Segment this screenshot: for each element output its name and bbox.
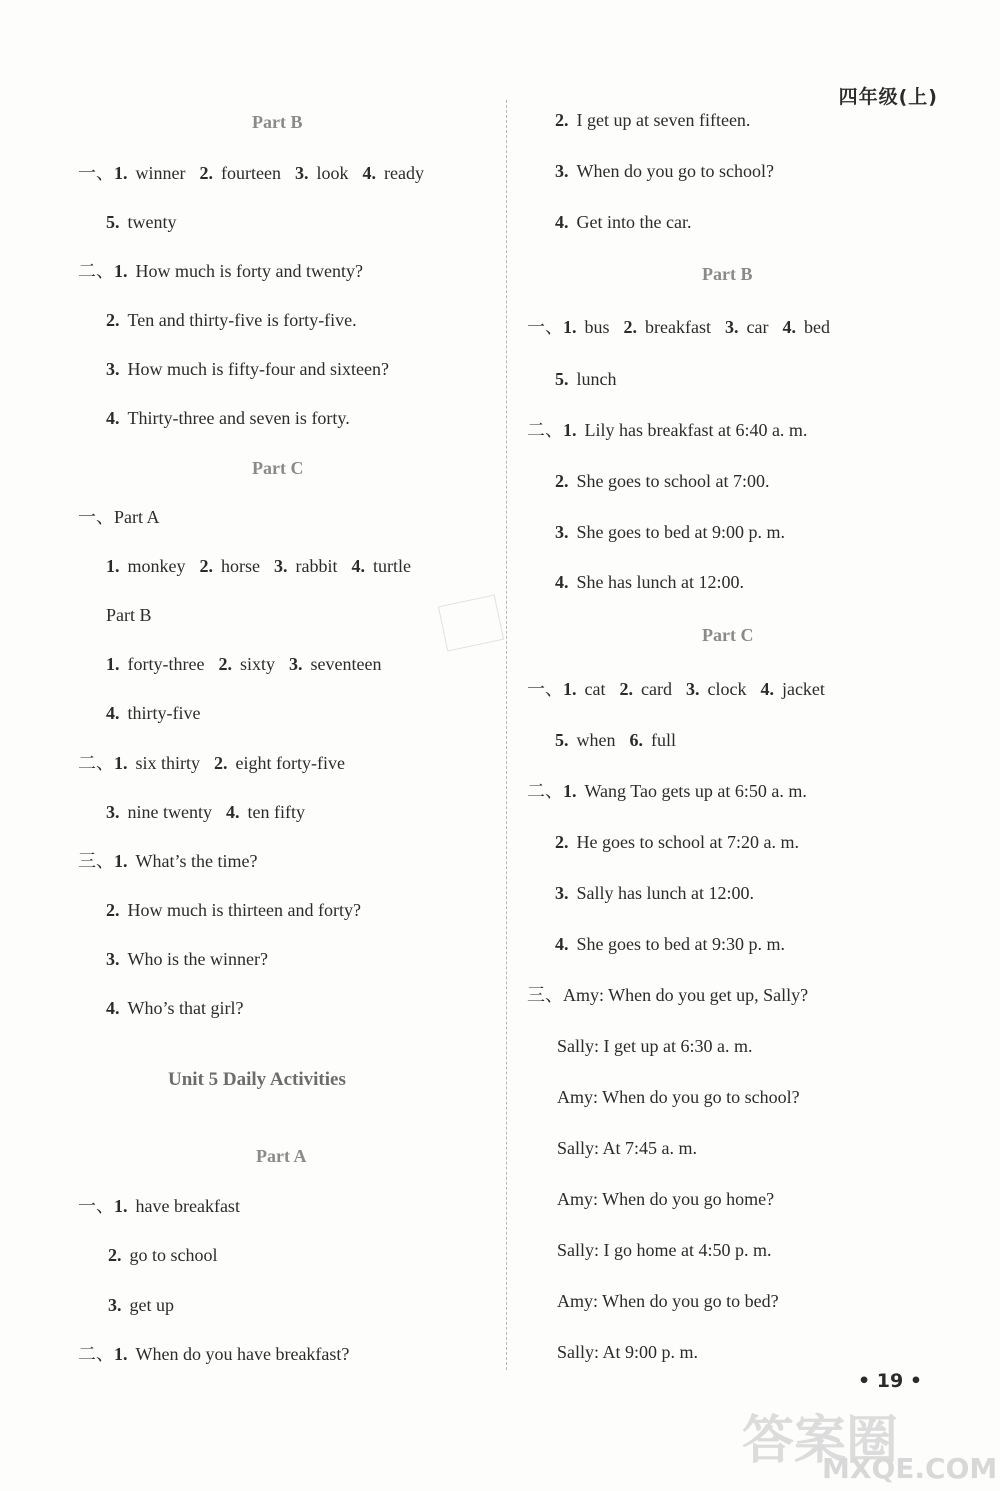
item-number: 2.	[555, 832, 569, 852]
grade-label: 四年级(上)	[838, 86, 938, 108]
answer-line	[527, 780, 807, 802]
item-answer: She goes to school at 7:00.	[576, 471, 770, 491]
answer-line	[527, 984, 808, 1006]
answer-line	[106, 407, 350, 429]
section-marker: 二、	[527, 781, 563, 801]
item-number: 4.	[760, 679, 774, 699]
answer-line	[527, 678, 825, 700]
answer-line	[108, 1244, 218, 1266]
item-number: 6.	[629, 730, 643, 750]
watermark-brand: 答案圈	[742, 1411, 899, 1471]
item-number: 3.	[274, 556, 288, 576]
item-number: 1.	[563, 317, 577, 337]
answer-text: Amy: When do you go to school?	[557, 1087, 800, 1107]
item-number: 2.	[555, 471, 569, 491]
item-answer: ten fifty	[247, 802, 305, 822]
item-answer: twenty	[127, 212, 177, 232]
item-answer: thirty-five	[127, 703, 201, 723]
item-number: 1.	[563, 420, 577, 440]
stamp-mark	[438, 594, 504, 651]
item-answer: bus	[584, 317, 610, 337]
answer-line	[78, 506, 160, 528]
answer-text: Sally: At 7:45 a. m.	[557, 1138, 698, 1158]
item-number: 2.	[106, 310, 120, 330]
section-marker: 二、	[78, 261, 114, 281]
answer-line	[106, 801, 305, 823]
item-number: 4.	[351, 556, 365, 576]
section-heading: Part A	[256, 1146, 307, 1166]
item-number: 4.	[362, 163, 376, 183]
answer-line	[78, 260, 363, 282]
item-number: 3.	[555, 161, 569, 181]
item-number: 3.	[106, 359, 120, 379]
item-answer: She goes to bed at 9:30 p. m.	[576, 934, 785, 954]
answer-line	[555, 109, 750, 131]
item-number: 4.	[782, 317, 796, 337]
item-answer: jacket	[781, 679, 825, 699]
item-number: 2.	[199, 556, 213, 576]
item-number: 2.	[214, 753, 228, 773]
answer-text: Sally: I go home at 4:50 p. m.	[557, 1240, 772, 1260]
item-answer: cat	[584, 679, 606, 699]
item-number: 3.	[685, 679, 700, 699]
item-answer: When do you go to school?	[576, 161, 774, 181]
item-answer: seventeen	[310, 654, 382, 674]
answer-line	[555, 211, 691, 233]
item-answer: sixty	[239, 654, 275, 674]
answer-line	[106, 211, 177, 233]
item-number: 2.	[623, 317, 638, 337]
item-answer: Wang Tao gets up at 6:50 a. m.	[584, 781, 807, 801]
item-number: 1.	[563, 781, 577, 801]
answer-text: Part A	[114, 507, 160, 527]
answer-line	[557, 1035, 752, 1057]
answer-line	[555, 882, 754, 904]
item-number: 5.	[555, 730, 569, 750]
item-answer: She goes to bed at 9:00 p. m.	[576, 522, 785, 542]
item-answer: I get up at seven fifteen.	[576, 110, 751, 130]
answer-text: Part B	[106, 605, 152, 625]
answer-line	[106, 358, 389, 380]
item-answer: full	[651, 730, 676, 750]
item-number: 1.	[114, 851, 128, 871]
section-marker: 二、	[78, 1344, 114, 1364]
item-answer: look	[316, 163, 349, 183]
answer-text: Amy: When do you get up, Sally?	[563, 985, 809, 1005]
answer-line	[78, 1343, 349, 1365]
section-heading: Part B	[702, 264, 753, 284]
answer-line	[78, 752, 345, 774]
section-marker: 一、	[527, 679, 563, 699]
item-number: 1.	[114, 163, 128, 183]
section-heading: Part C	[252, 458, 304, 478]
answer-line	[555, 729, 676, 751]
unit-title: Unit 5 Daily Activities	[168, 1069, 346, 1090]
item-number: 2.	[106, 900, 120, 920]
section-marker: 二、	[78, 753, 114, 773]
item-number: 4.	[555, 212, 569, 232]
answer-line	[106, 604, 152, 626]
item-answer: When do you have breakfast?	[135, 1344, 350, 1364]
item-answer: nine twenty	[127, 802, 212, 822]
answer-line	[78, 162, 424, 184]
answer-line	[78, 1195, 240, 1217]
answer-line	[106, 948, 268, 970]
item-answer: when	[576, 730, 616, 750]
column-divider	[506, 100, 507, 1370]
item-number: 3.	[106, 949, 120, 969]
item-answer: breakfast	[645, 317, 711, 337]
item-answer: forty-three	[127, 654, 205, 674]
answer-line	[106, 702, 200, 724]
item-number: 3.	[555, 522, 569, 542]
item-number: 3.	[294, 163, 309, 183]
item-answer: monkey	[127, 556, 186, 576]
section-heading: Part C	[702, 625, 754, 645]
item-answer: have breakfast	[135, 1196, 240, 1216]
item-answer: clock	[707, 679, 747, 699]
answer-line	[557, 1188, 774, 1210]
answer-line	[555, 521, 785, 543]
item-number: 1.	[106, 654, 120, 674]
answer-line	[106, 309, 357, 331]
answer-line	[106, 997, 243, 1019]
item-answer: Get into the car.	[576, 212, 692, 232]
item-answer: eight forty-five	[235, 753, 345, 773]
answer-text: Amy: When do you go home?	[557, 1189, 775, 1209]
item-number: 2.	[218, 654, 232, 674]
item-answer: She has lunch at 12:00.	[576, 572, 744, 592]
item-answer: bed	[803, 317, 830, 337]
item-number: 3.	[288, 654, 303, 674]
item-answer: Sally has lunch at 12:00.	[576, 883, 754, 903]
item-number: 1.	[114, 261, 128, 281]
item-number: 2.	[108, 1245, 122, 1265]
answer-line	[555, 160, 774, 182]
item-number: 1.	[114, 1344, 128, 1364]
item-number: 2.	[555, 110, 569, 130]
item-number: 1.	[114, 753, 128, 773]
item-answer: go to school	[129, 1245, 218, 1265]
page-number: • 19 •	[858, 1370, 922, 1392]
item-answer: He goes to school at 7:20 a. m.	[576, 832, 799, 852]
item-answer: card	[640, 679, 672, 699]
item-number: 4.	[106, 408, 120, 428]
item-number: 3.	[108, 1295, 122, 1315]
answer-text: Sally: I get up at 6:30 a. m.	[557, 1036, 753, 1056]
item-number: 3.	[106, 802, 120, 822]
item-answer: winner	[135, 163, 186, 183]
item-answer: get up	[129, 1295, 174, 1315]
answer-line	[557, 1290, 779, 1312]
answer-text: Sally: At 9:00 p. m.	[557, 1342, 699, 1362]
item-answer: How much is thirteen and forty?	[127, 900, 361, 920]
item-answer: rabbit	[295, 556, 338, 576]
answer-line	[106, 653, 381, 675]
item-answer: turtle	[373, 556, 411, 576]
item-answer: fourteen	[220, 163, 281, 183]
item-number: 4.	[555, 572, 569, 592]
item-answer: Who is the winner?	[127, 949, 268, 969]
answer-line	[555, 933, 785, 955]
section-marker: 一、	[78, 1196, 114, 1216]
item-number: 4.	[106, 998, 120, 1018]
answer-line	[106, 899, 361, 921]
item-number: 1.	[106, 556, 120, 576]
item-number: 3.	[555, 883, 569, 903]
item-number: 2.	[619, 679, 633, 699]
item-number: 3.	[724, 317, 739, 337]
section-marker: 三、	[527, 985, 563, 1005]
answer-line	[557, 1239, 771, 1261]
answer-line	[557, 1341, 698, 1363]
answer-line	[527, 316, 830, 338]
item-answer: horse	[221, 556, 260, 576]
answer-line	[78, 850, 257, 872]
answer-line	[527, 419, 807, 441]
answer-line	[557, 1137, 697, 1159]
item-answer: Who’s that girl?	[127, 998, 244, 1018]
watermark-site: MXQE.COM	[822, 1452, 998, 1485]
item-answer: How much is forty and twenty?	[135, 261, 363, 281]
answer-line	[555, 831, 799, 853]
item-number: 5.	[106, 212, 120, 232]
item-answer: Ten and thirty-five is forty-five.	[127, 310, 357, 330]
item-number: 2.	[199, 163, 213, 183]
item-answer: Thirty-three and seven is forty.	[127, 408, 350, 428]
section-marker: 三、	[78, 851, 114, 871]
section-marker: 一、	[527, 317, 563, 337]
section-marker: 一、	[78, 163, 114, 183]
item-answer: Lily has breakfast at 6:40 a. m.	[584, 420, 808, 440]
item-number: 1.	[114, 1196, 128, 1216]
item-number: 4.	[106, 703, 120, 723]
section-heading: Part B	[252, 112, 303, 132]
item-number: 5.	[555, 369, 569, 389]
item-answer: lunch	[576, 369, 617, 389]
section-marker: 一、	[78, 507, 114, 527]
answer-line	[108, 1294, 174, 1316]
item-answer: ready	[383, 163, 424, 183]
item-answer: How much is fifty-four and sixteen?	[127, 359, 389, 379]
answer-line	[555, 470, 769, 492]
answer-line	[557, 1086, 800, 1108]
item-answer: What’s the time?	[135, 851, 258, 871]
item-number: 4.	[555, 934, 569, 954]
section-marker: 二、	[527, 420, 563, 440]
item-answer: six thirty	[135, 753, 201, 773]
item-number: 4.	[225, 802, 240, 822]
item-answer: car	[746, 317, 769, 337]
answer-line	[555, 368, 617, 390]
answer-text: Amy: When do you go to bed?	[557, 1291, 779, 1311]
item-number: 1.	[563, 679, 577, 699]
answer-line	[555, 571, 744, 593]
answer-line	[106, 555, 411, 577]
